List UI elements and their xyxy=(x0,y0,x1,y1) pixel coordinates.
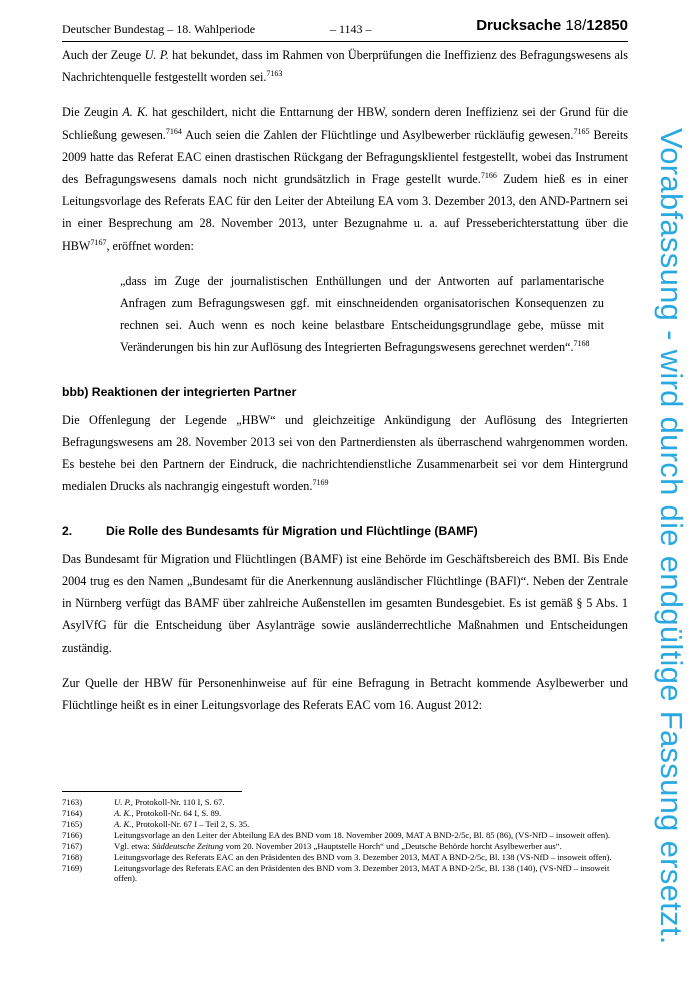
doc-number: 12850 xyxy=(586,17,628,34)
footnote-7169: 7169) Leitungsvorlage des Referats EAC an den Präsidenten des BND vom 3. Dezember 2013, MAT A BND-2/5c, Bl. 138 (140), (VS-NfD – insoweit offen). xyxy=(62,863,610,883)
footnote-7165: 7165) A. K., Protokoll-Nr. 67 I – Teil 2, S. 35. xyxy=(62,819,250,829)
footnote-ref[interactable]: 7167 xyxy=(90,237,107,247)
footnote-7163: 7163) U. P., Protokoll-Nr. 110 I, S. 67. xyxy=(62,797,225,807)
header-page-number: – 1143 – xyxy=(330,22,372,36)
footnote-divider xyxy=(62,791,242,792)
page-header xyxy=(62,19,628,42)
footnote-ref[interactable]: 7165 xyxy=(573,126,590,136)
footnote-ref[interactable]: 7166 xyxy=(480,170,497,180)
section-number: 2. xyxy=(62,523,73,538)
footnote-ref[interactable]: 7163 xyxy=(266,69,283,79)
section-heading-bbb: bbb) Reaktionen der integrierten Partner xyxy=(62,384,297,399)
paragraph-5: Zur Quelle der HBW für Personenhinweise auf für eine Befragung in Betracht kommende Asylbewerber und Flüchtlinge heißt es in einer Leitungsvorlage des Referats EAC vom 16. August 2012: xyxy=(62,675,628,713)
paragraph-3: Die Offenlegung der Legende „HBW“ und gleichzeitige Ankündigung der Auflösung des Integrierten Befragungswesens am 28. November 2013 sei von den Partnerdiensten als überraschend wahrgenommen worden. Es bestehe bei den Partnern der Eindruck, die nachrichtendienstliche Zusammenarbeit sei vor dem Hintergrund medialen Drucks als nachrangig eingestuft worden.$^{7169}$ xyxy=(62,412,628,494)
preliminary-watermark: Vorabfassung - wird durch die endgültige Fassung ersetzt. xyxy=(654,128,689,945)
footnote-7168: 7168) Leitungsvorlage des Referats EAC an den Präsidenten des BND vom 3. Dezember 2013, MAT A BND-2/5c, Bl. 138 (VS-NfD – insoweit offen). xyxy=(62,852,612,862)
doc-number-prefix: 18/ xyxy=(565,17,587,34)
paragraph-2: Die Zeugin A. K. hat geschildert, nicht die Enttarnung der HBW, sondern deren Ineffizienz sei der Grund für die Schließung gewesen.$^{7164}$ Auch seien die Zahlen der Flüchtlinge und Asylbewerber rückläufig gewesen.$^{7165}$ Bereits 2009 hatte das Referat EAC einen drastischen Rückgang der Befragungsklientel festgestellt, wobei das Instrument des Befragungswesens damals noch nicht grundsätzlich in Frage gestellt wurde.$^{7166}$ Zudem hieß es in einer Leitungsvorlage des Referats EAC für den Leiter der Abteilung EA vom 3. Dezember 2013, den AND-Partnern sei in einer Besprechung am 28. November 2013, unter Bezugnahme u. a. auf Presseberichterstattung über die $HBW^{7167}$, eröffnet worden: xyxy=(62,105,628,253)
witness-name: U. P. xyxy=(144,48,169,62)
section-heading-2 xyxy=(62,520,628,542)
body-text xyxy=(62,44,628,729)
footnotes xyxy=(62,797,628,884)
footnote-7167: 7167) Vgl. etwa: Süddeutsche Zeitung vom 20. November 2013 „Hauptstelle Horch“ und „Deutsche Behörde horcht Asylbewerber aus“. xyxy=(62,841,562,851)
footnote-ref[interactable]: 7164 xyxy=(165,126,182,136)
footnote-7164: 7164) A. K., Protokoll-Nr. 64 I, S. 89. xyxy=(62,808,222,818)
doc-word: Drucksache xyxy=(476,17,562,34)
footnote-ref[interactable]: 7169 xyxy=(312,478,329,488)
header-parliament: Deutscher Bundestag – 18. Wahlperiode xyxy=(62,22,256,36)
footnote-ref[interactable]: 7168 xyxy=(573,339,590,349)
footnote-7166: 7166) Leitungsvorlage an den Leiter der Abteilung EA des BND vom 18. November 2009, MAT A BND-2/5c, Bl. 85 (86), (VS-NfD – insoweit offen). xyxy=(62,830,611,840)
paragraph-4: Das Bundesamt für Migration und Flüchtlingen (BAMF) ist eine Behörde im Geschäftsbereich des BMI. Bis Ende 2004 trug es den Namen „Bundesamt für die Anerkennung ausländischer Flüchtlinge (BAFl)“. Neben der Zentrale in Nürnberg verfügt das BAMF über zahlreiche Außenstellen im gesamten Bundesgebiet. Es ist gemäß § 5 Abs. 1 AsylVfG für die Entscheidung über Asylanträge sowie ausländerrechtliche Maßnahmen und Entscheidungen zuständig. xyxy=(62,551,628,655)
header-document-number xyxy=(476,17,628,34)
witness-name: A. K. xyxy=(122,105,149,120)
paragraph-1: Auch der Zeuge U. P. hat bekundet, dass im Rahmen von Überprüfungen die Ineffizienz des Befragungswesens als Nachrichtenquelle festgestellt worden sei.$^{7163}$ xyxy=(62,48,628,85)
section-title: Die Rolle des Bundesamts für Migration und Flüchtlinge (BAMF) xyxy=(106,523,478,538)
block-quote: „dass im Zuge der journalistischen Enthüllungen und der Antworten auf parlamentarische Anfragen zum Befragungswesen ggf. mit einschneidenden organisatorischen Konsequenzen zu rechnen sei. Auch wenn es noch keine belastbare Entscheidungsgrundlage gebe, müsse mit Veränderungen bis hin zur Auflösung des Integrierten Befragungswesens gerechnet werden“.$^{7168}$ xyxy=(120,273,604,355)
